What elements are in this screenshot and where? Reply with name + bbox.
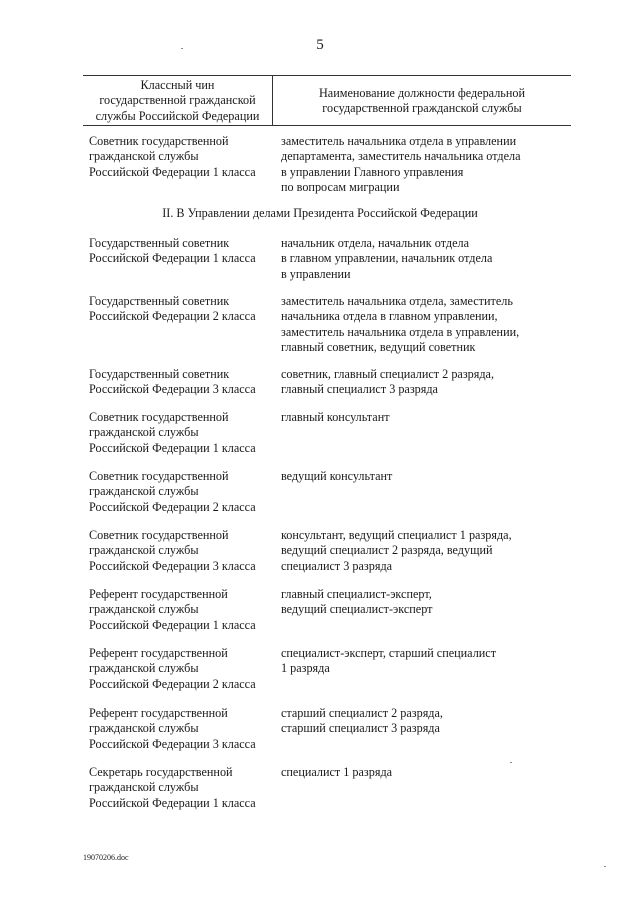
rank-cell	[89, 587, 269, 633]
position-cell	[281, 528, 571, 574]
position-line: в главном управлении, начальник отдела	[281, 251, 493, 266]
position-cell	[281, 765, 571, 780]
position-cell	[281, 294, 571, 356]
rank-line: Референт государственной	[89, 706, 228, 720]
rank-line: Российской Федерации 3 класса	[89, 382, 256, 397]
position-line: ведущий специалист 2 разряда, ведущий	[281, 543, 493, 558]
position-line: департамента, заместитель начальника отдела	[281, 149, 521, 164]
scan-speck	[604, 866, 606, 867]
rank-line: Государственный советник	[89, 367, 230, 381]
rank-line: гражданской службы	[89, 721, 199, 736]
header-position-cell	[273, 86, 571, 117]
position-line: ведущий специалист-эксперт	[281, 602, 433, 617]
position-line: заместитель начальника отдела, заместитель	[281, 294, 513, 308]
rank-line: Секретарь государственной	[89, 765, 233, 779]
rank-line: Российской Федерации 1 класса	[89, 164, 256, 179]
header-position-line: Наименование должности федеральной	[319, 86, 525, 100]
rank-cell	[89, 236, 269, 267]
rank-cell	[89, 706, 269, 752]
position-line: главный специалист 3 разряда	[281, 382, 438, 397]
rank-line: Государственный советник	[89, 294, 230, 308]
rank-line: Советник государственной	[89, 134, 229, 148]
rank-line: гражданской службы	[89, 602, 199, 617]
rank-line: Российской Федерации 3 класса	[89, 736, 256, 751]
rank-cell	[89, 469, 269, 515]
header-rank-line: службы Российской Федерации	[95, 108, 260, 123]
position-line: советник, главный специалист 2 разряда,	[281, 367, 494, 381]
position-line: начальник отдела, начальник отдела	[281, 236, 469, 250]
rank-line: Советник государственной	[89, 528, 229, 542]
position-line: главный консультант	[281, 410, 390, 424]
rank-cell	[89, 646, 269, 692]
rank-cell	[89, 765, 269, 811]
rank-line: Советник государственной	[89, 410, 229, 424]
rank-line: гражданской службы	[89, 661, 199, 676]
rank-cell	[89, 410, 269, 456]
rank-line: гражданской службы	[89, 149, 199, 164]
rank-cell	[89, 528, 269, 574]
rank-line: гражданской службы	[89, 425, 199, 440]
position-line: ведущий консультант	[281, 469, 393, 483]
rank-line: Референт государственной	[89, 587, 228, 601]
rank-line: Государственный советник	[89, 236, 230, 250]
position-cell	[281, 134, 571, 196]
rank-line: Российской Федерации 2 класса	[89, 309, 256, 324]
rank-line: Референт государственной	[89, 646, 228, 660]
rank-line: Российской Федерации 1 класса	[89, 251, 256, 266]
header-position-line: государственной гражданской службы	[322, 101, 522, 116]
rank-cell	[89, 294, 269, 325]
rank-line: Российской Федерации 1 класса	[89, 440, 256, 455]
rank-cell	[89, 367, 269, 398]
rank-line: Российской Федерации 3 класса	[89, 558, 256, 573]
rank-line: Российской Федерации 2 класса	[89, 676, 256, 691]
position-line: специалист 3 разряда	[281, 558, 393, 573]
scan-speck	[510, 762, 512, 763]
rank-line: Российской Федерации 1 класса	[89, 795, 256, 810]
rank-line: гражданской службы	[89, 780, 199, 795]
position-line: старший специалист 2 разряда,	[281, 706, 443, 720]
position-line: в управлении	[281, 266, 351, 281]
file-name-footer: 19070206.doc	[83, 853, 129, 862]
position-cell	[281, 469, 571, 484]
position-cell	[281, 646, 571, 677]
scan-speck	[181, 48, 183, 49]
page-number: 5	[316, 37, 324, 53]
position-line: заместитель начальника отдела в управлении,	[281, 324, 520, 339]
position-line: заместитель начальника отдела в управлении	[281, 134, 517, 148]
header-rank-cell	[83, 78, 272, 124]
header-rank-line: Классный чин	[140, 78, 215, 92]
rank-cell	[89, 134, 269, 180]
rank-line: Российской Федерации 1 класса	[89, 617, 256, 632]
header-rank-line: государственной гражданской	[99, 93, 256, 108]
position-cell	[281, 706, 571, 737]
position-cell	[281, 367, 571, 398]
table-header-rule	[83, 125, 571, 126]
rank-line: гражданской службы	[89, 484, 199, 499]
position-line: главный специалист-эксперт,	[281, 587, 432, 601]
rank-line: гражданской службы	[89, 543, 199, 558]
position-cell	[281, 410, 571, 425]
position-line: специалист 1 разряда	[281, 765, 393, 779]
table-top-rule	[83, 75, 571, 76]
position-cell	[281, 236, 571, 282]
section-title: II. В Управлении делами Президента Российской Федерации	[162, 206, 478, 220]
position-line: начальника отдела в главном управлении,	[281, 309, 498, 324]
position-line: главный советник, ведущий советник	[281, 340, 476, 355]
position-line: в управлении Главного управления	[281, 164, 464, 179]
position-line: специалист-эксперт, старший специалист	[281, 646, 497, 660]
rank-line: Советник государственной	[89, 469, 229, 483]
position-cell	[281, 587, 571, 618]
position-line: консультант, ведущий специалист 1 разряда,	[281, 528, 512, 542]
position-line: по вопросам миграции	[281, 180, 400, 195]
position-line: 1 разряда	[281, 661, 330, 676]
position-line: старший специалист 3 разряда	[281, 721, 440, 736]
rank-line: Российской Федерации 2 класса	[89, 499, 256, 514]
